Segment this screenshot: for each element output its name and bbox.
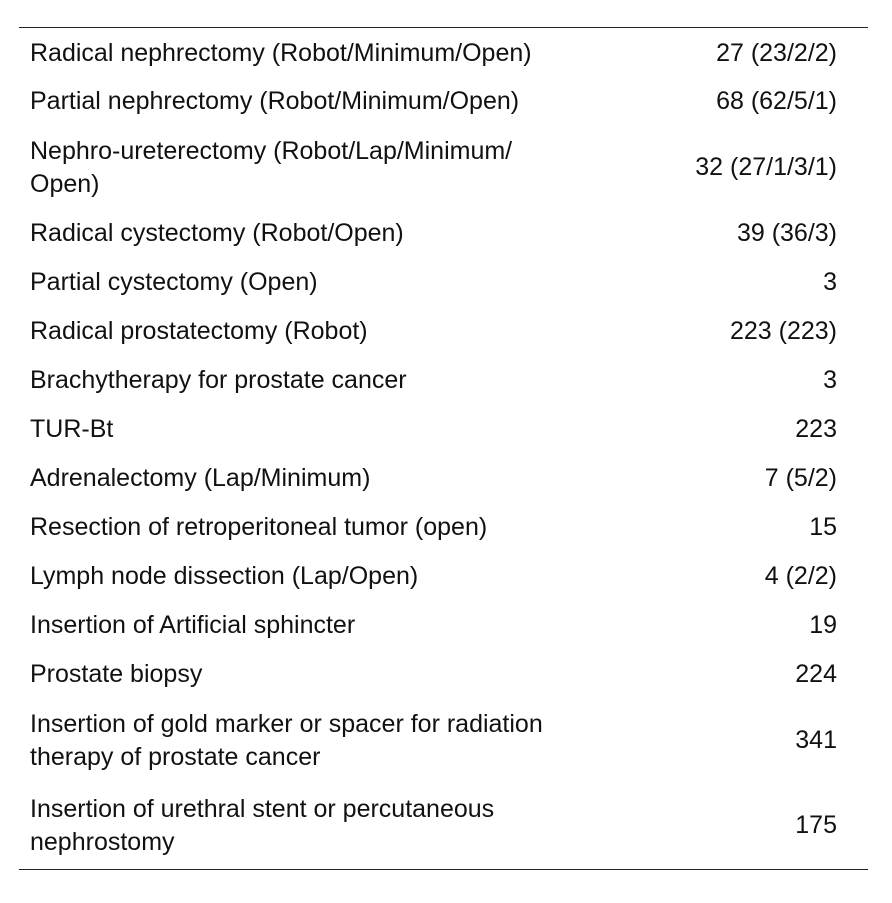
surgery-table-container <box>19 27 868 870</box>
table-row <box>19 126 868 209</box>
procedure-name: Partial nephrectomy (Robot/Minimum/Open) <box>30 87 520 115</box>
procedure-name: Insertion of Artificial sphincter <box>30 611 356 639</box>
procedure-count: 15 <box>809 513 837 541</box>
procedure-count: 27 (23/2/2) <box>716 39 837 67</box>
table-row <box>19 552 868 601</box>
procedure-name: TUR-Bt <box>30 415 114 443</box>
procedure-name: Radical prostatectomy (Robot) <box>30 317 368 345</box>
procedure-count: 32 (27/1/3/1) <box>695 153 837 181</box>
procedure-name: Brachytherapy for prostate cancer <box>30 366 407 394</box>
procedure-name: Resection of retroperitoneal tumor (open) <box>30 513 488 541</box>
procedure-count: 175 <box>795 811 837 839</box>
procedure-count: 3 <box>823 268 837 296</box>
table-row <box>19 650 868 699</box>
procedure-count: 68 (62/5/1) <box>716 87 837 115</box>
procedure-count: 4 (2/2) <box>764 562 837 590</box>
procedure-name: Radical nephrectomy (Robot/Minimum/Open) <box>30 39 532 67</box>
procedure-count: 224 <box>795 660 837 688</box>
table-row <box>19 601 868 650</box>
procedure-count: 341 <box>795 726 837 754</box>
table-row <box>19 503 868 552</box>
surgery-table <box>19 28 868 869</box>
table-row <box>19 28 868 77</box>
table-row <box>19 77 868 126</box>
procedure-count: 19 <box>809 611 837 639</box>
table-row <box>19 209 868 258</box>
procedure-name: Insertion of gold marker or spacer for radiation therapy of prostate cancer <box>30 709 543 771</box>
table-row <box>19 405 868 454</box>
procedure-name: Radical cystectomy (Robot/Open) <box>30 219 404 247</box>
procedure-count: 223 <box>795 415 837 443</box>
procedure-count: 223 (223) <box>729 317 837 345</box>
procedure-name: Lymph node dissection (Lap/Open) <box>30 562 419 590</box>
table-row <box>19 699 868 782</box>
procedure-name: Nephro-ureterectomy (Robot/Lap/Minimum/ Open) <box>30 136 513 198</box>
procedure-name: Adrenalectomy (Lap/Minimum) <box>30 464 371 492</box>
table-row <box>19 258 868 307</box>
procedure-name: Partial cystectomy (Open) <box>30 268 318 296</box>
table-row <box>19 782 868 869</box>
surgery-table-body <box>19 28 868 869</box>
procedure-name: Insertion of urethral stent or percutaneous nephrostomy <box>30 794 495 856</box>
procedure-count: 39 (36/3) <box>736 219 837 247</box>
table-row <box>19 454 868 503</box>
table-row <box>19 356 868 405</box>
table-row <box>19 307 868 356</box>
procedure-count: 7 (5/2) <box>764 464 837 492</box>
procedure-name: Prostate biopsy <box>30 660 203 688</box>
procedure-count: 3 <box>823 366 837 394</box>
